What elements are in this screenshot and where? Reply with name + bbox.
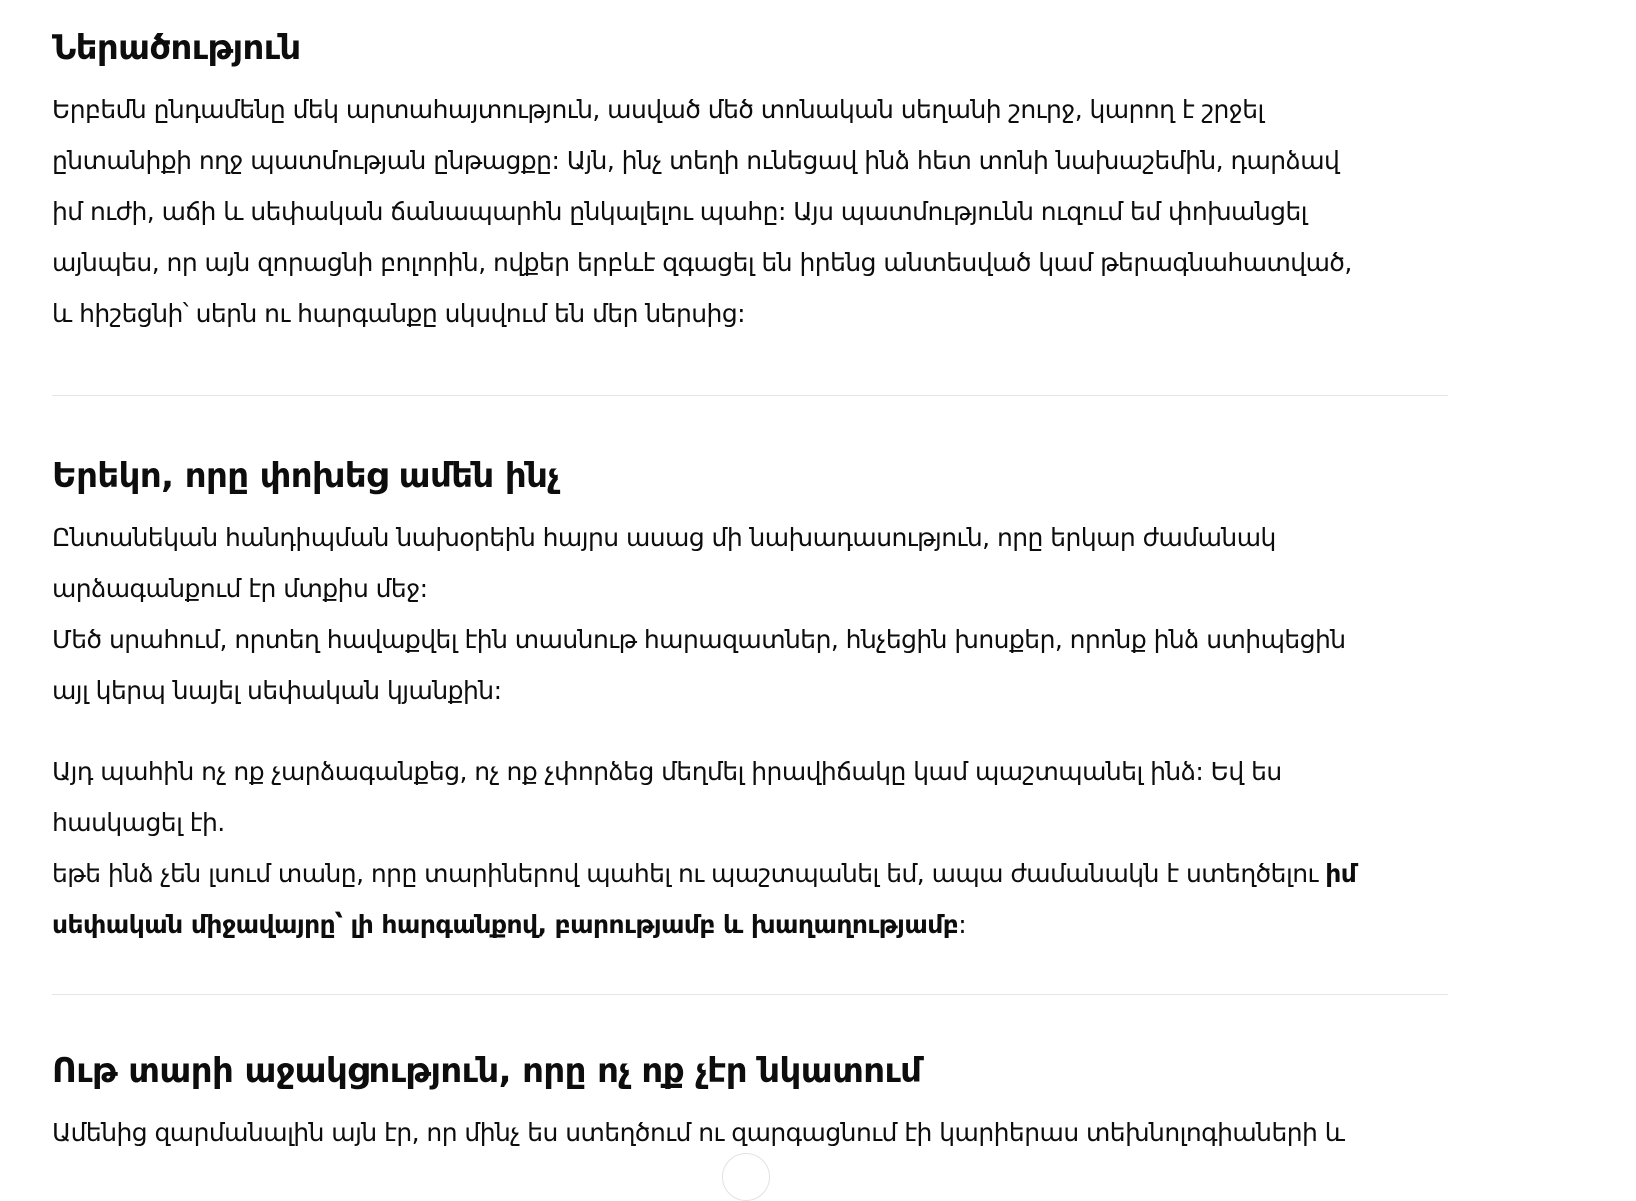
text-line: այլ կերպ նայել սեփական կյանքին: xyxy=(52,676,502,705)
scroll-down-button[interactable] xyxy=(722,1153,770,1201)
spacer xyxy=(52,716,1448,746)
text-line: արձագանքում էր մտքիս մեջ: xyxy=(52,574,428,603)
emphasis-text: սեփական միջավայրը՝ լի հարգանքով, բարությամբ և խաղաղությամբ xyxy=(52,910,959,939)
text-line: Ամենից զարմանալին այն էր, որ մինչ ես ստեղծում ու զարգացնում էի կարիերաս տեխնոլոգիաների և xyxy=(52,1118,1345,1147)
text-run: : xyxy=(958,910,967,939)
text-line: Այդ պահին ոչ ոք չարձագանքեց, ոչ ոք չփորձեց մեղմել իրավիճակը կամ պաշտպանել ինձ: Եվ ես xyxy=(52,757,1282,786)
text-line: Մեծ սրահում, որտեղ հավաքվել էին տասնութ հարազատներ, հնչեցին խոսքեր, որոնք ինձ ստիպեցին xyxy=(52,625,1346,654)
text-line: ընտանիքի ողջ պատմության ընթացքը: Այն, ինչ տեղի ունեցավ ինձ հետ տոնի նախաշեմին, դարձավ xyxy=(52,146,1340,175)
text-line: հասկացել էի. xyxy=(52,808,225,837)
section-heading: Ներածություն xyxy=(52,28,301,68)
section-heading: Երեկո, որը փոխեց ամեն ինչ xyxy=(52,456,560,496)
emphasis-text: իմ xyxy=(1325,859,1357,888)
section-introduction xyxy=(52,22,1448,339)
section-eight-years xyxy=(52,1045,1448,1158)
text-line: Երբեմն ընդամենը մեկ արտահայտություն, ասված մեծ տոնական սեղանի շուրջ, կարող է շրջել xyxy=(52,95,1264,124)
spacer xyxy=(52,339,1448,395)
text-line: այնպես, որ այն զորացնի բոլորին, ովքեր երբևէ զգացել են իրենց անտեսված կամ թերագնահատված, xyxy=(52,248,1352,277)
text-line xyxy=(52,899,1448,950)
text-run: եթե ինձ չեն լսում տանը, որը տարիներով պահել ու պաշտպանել եմ, ապա ժամանակն է ստեղծելու xyxy=(52,859,1326,888)
text-line: իմ ուժի, աճի և սեփական ճանապարհն ընկալելու պահը: Այս պատմությունն ուզում եմ փոխանցել xyxy=(52,197,1307,226)
text-line: և հիշեցնի՝ սերն ու հարգանքը սկսվում են մեր ներսից: xyxy=(52,299,745,328)
text-line: Ընտանեկան հանդիպման նախօրեին հայրս ասաց մի նախադասություն, որը երկար ժամանակ xyxy=(52,523,1276,552)
section-heading: Ութ տարի աջակցություն, որը ոչ ոք չէր նկատում xyxy=(52,1051,922,1091)
article-body xyxy=(52,22,1448,1158)
section-evening xyxy=(52,450,1448,950)
text-line xyxy=(52,848,1448,899)
spacer xyxy=(52,995,1448,1045)
spacer xyxy=(52,396,1448,450)
spacer xyxy=(52,950,1448,994)
